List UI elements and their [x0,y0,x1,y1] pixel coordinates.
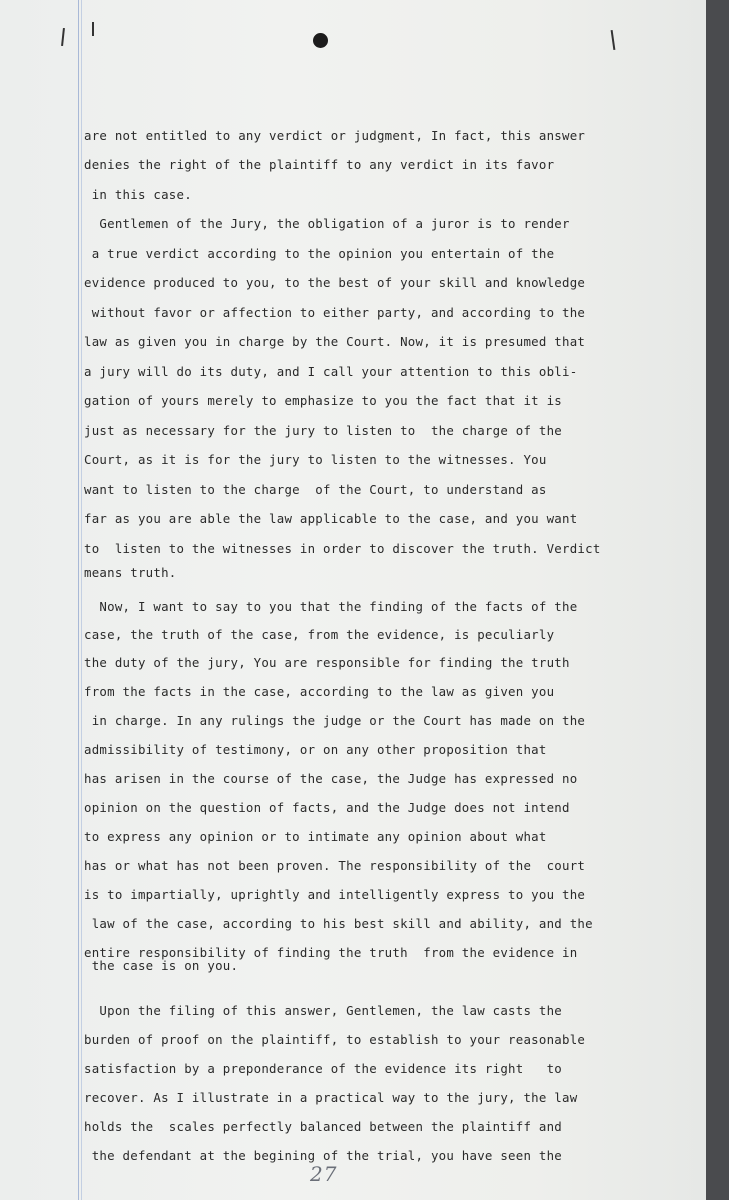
text-line: to listen to the witnesses in order to discover the truth. Verdict [84,541,601,556]
punch-hole [313,33,328,48]
text-line: in charge. In any rulings the judge or the Court has made on the [84,713,586,728]
text-line: is to impartially, uprightly and intelligently express to you the [84,887,586,902]
margin-rule [78,0,79,1200]
text-line: entire responsibility of finding the truth from the evidence in [84,945,578,960]
text-line: a true verdict according to the opinion you entertain of the [84,246,555,261]
text-line: satisfaction by a preponderance of the evidence its right to [84,1061,563,1076]
text-line: denies the right of the plaintiff to any verdict in its favor [84,157,555,172]
text-line: Now, I want to say to you that the finding of the facts of the [84,599,578,614]
text-line: law as given you in charge by the Court. Now, it is presumed that [84,334,586,349]
text-line: far as you are able the law applicable to the case, and you want [84,511,578,526]
text-line: admissibility of testimony, or on any other proposition that [84,742,547,757]
text-line: case, the truth of the case, from the evidence, is peculiarly [84,627,555,642]
text-line: just as necessary for the jury to listen to the charge of the [84,423,563,438]
text-line: the defendant at the begining of the trial, you have seen the [84,1148,563,1163]
text-line: holds the scales perfectly balanced between the plaintiff and [84,1119,563,1134]
text-line: the duty of the jury, You are responsible for finding the truth [84,655,570,670]
text-line: law of the case, according to his best skill and ability, and the [84,916,593,931]
text-line: from the facts in the case, according to the law as given you [84,684,555,699]
text-line: means truth. [84,565,177,580]
pencil-mark [611,30,616,50]
text-line: Upon the filing of this answer, Gentlemen, the law casts the [84,1003,563,1018]
text-line: burden of proof on the plaintiff, to establish to your reasonable [84,1032,586,1047]
text-line: in this case. [84,187,192,202]
text-line: to express any opinion or to intimate any opinion about what [84,829,547,844]
text-line: gation of yours merely to emphasize to you the fact that it is [84,393,563,408]
text-line: Gentlemen of the Jury, the obligation of a juror is to render [84,216,570,231]
text-line: has arisen in the course of the case, the Judge has expressed no [84,771,578,786]
dark-backing-board [706,0,729,1200]
pencil-mark [92,22,94,36]
text-line: opinion on the question of facts, and the Judge does not intend [84,800,570,815]
text-line: want to listen to the charge of the Court, to understand as [84,482,547,497]
text-line: evidence produced to you, to the best of your skill and knowledge [84,275,586,290]
text-line: has or what has not been proven. The responsibility of the court [84,858,586,873]
margin-rule-inner [81,0,82,1200]
text-line: Court, as it is for the jury to listen to the witnesses. You [84,452,547,467]
pencil-mark [61,28,65,46]
text-line: are not entitled to any verdict or judgment, In fact, this answer [84,128,586,143]
text-line: a jury will do its duty, and I call your attention to this obli- [84,364,578,379]
text-line: the case is on you. [84,958,239,973]
page-number: 27 [310,1162,338,1186]
text-line: without favor or affection to either party, and according to the [84,305,586,320]
text-line: recover. As I illustrate in a practical way to the jury, the law [84,1090,578,1105]
